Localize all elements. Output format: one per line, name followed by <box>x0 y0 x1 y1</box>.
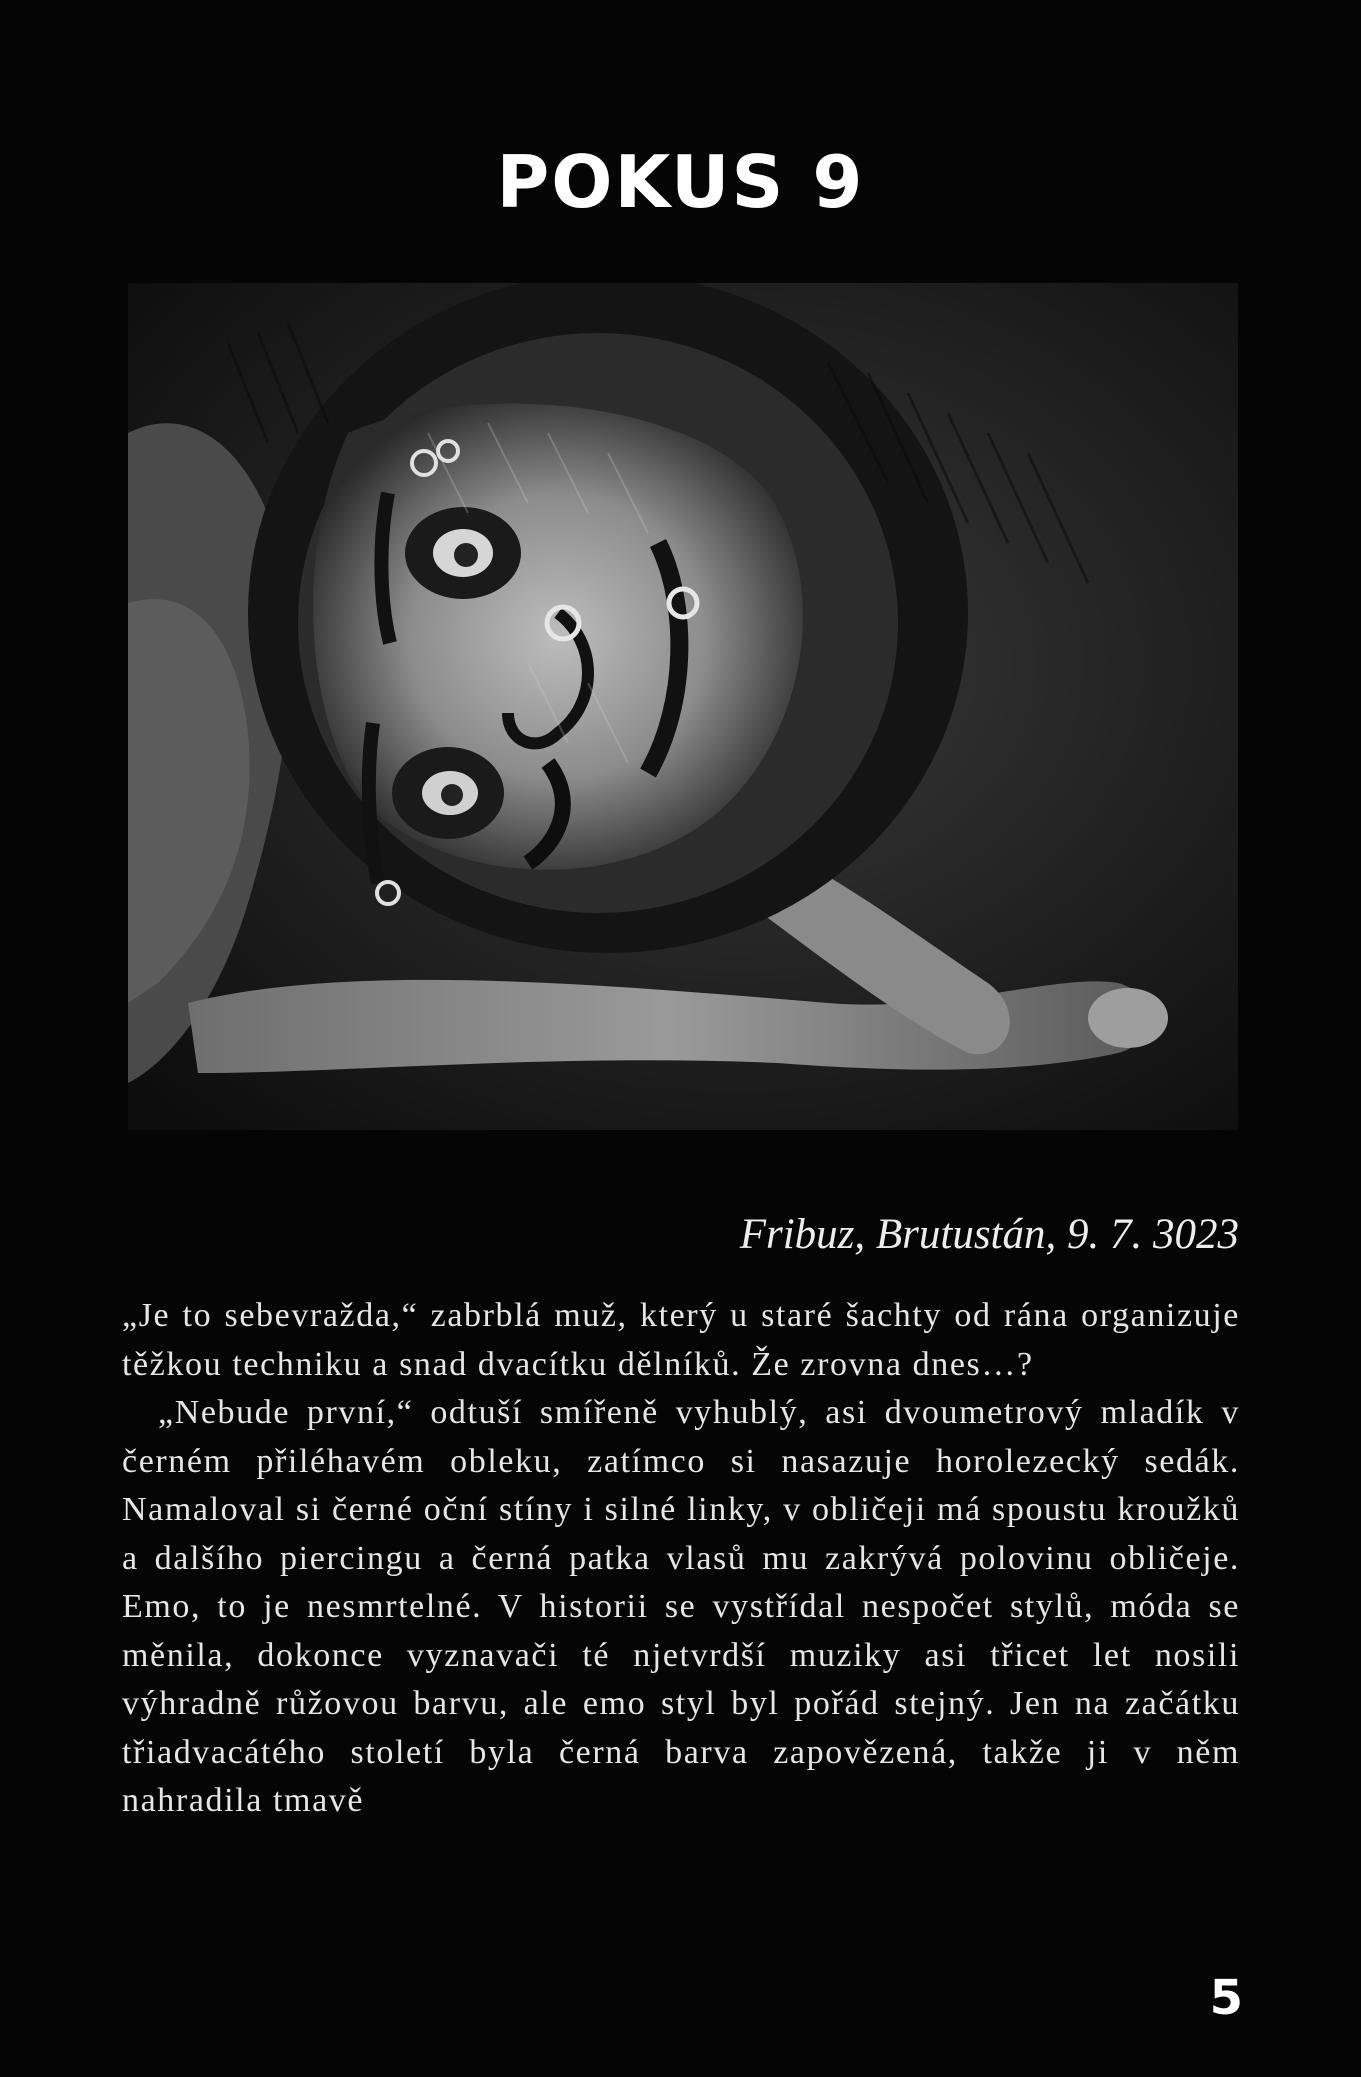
body-text <box>122 1292 1240 1826</box>
illustration-drawing <box>128 283 1238 1130</box>
face-portrait-illustration <box>128 283 1238 1130</box>
dateline: Fribuz, Brutustán, 9. 7. 3023 <box>739 1211 1239 1258</box>
paragraph-2: „Nebude první,“ odtuší smířeně vyhublý, asi dvoumetrový mladík v černém přiléhavém obleku, zatímco si nasazuje horolezecký sedák. Namaloval si černé oční stíny i silné linky, v obličeji má spoustu kroužků a dalšího piercingu a černá patka vlasů mu zakrývá polovinu obličeje. Emo, to je nesmrtelné. V historii se vystřídal nespočet stylů, móda se měnila, dokonce vyznavači té njetvrdší muziky asi třicet let nosili výhradně růžovou barvu, ale emo styl byl pořád stejný. Jen na začátku třiadvacátého století byla černá barva zapovězená, takže ji v něm nahradila tmavě <box>122 1394 1240 1819</box>
paragraph-1: „Je to sebevražda,“ zabrblá muž, který u staré šachty od rána organizuje těžkou techniku a snad dvacítku dělníků. Že zrovna dnes…? <box>122 1297 1240 1383</box>
page-number: 5 <box>1209 1970 1243 2026</box>
chapter-title: POKUS 9 <box>496 140 865 224</box>
